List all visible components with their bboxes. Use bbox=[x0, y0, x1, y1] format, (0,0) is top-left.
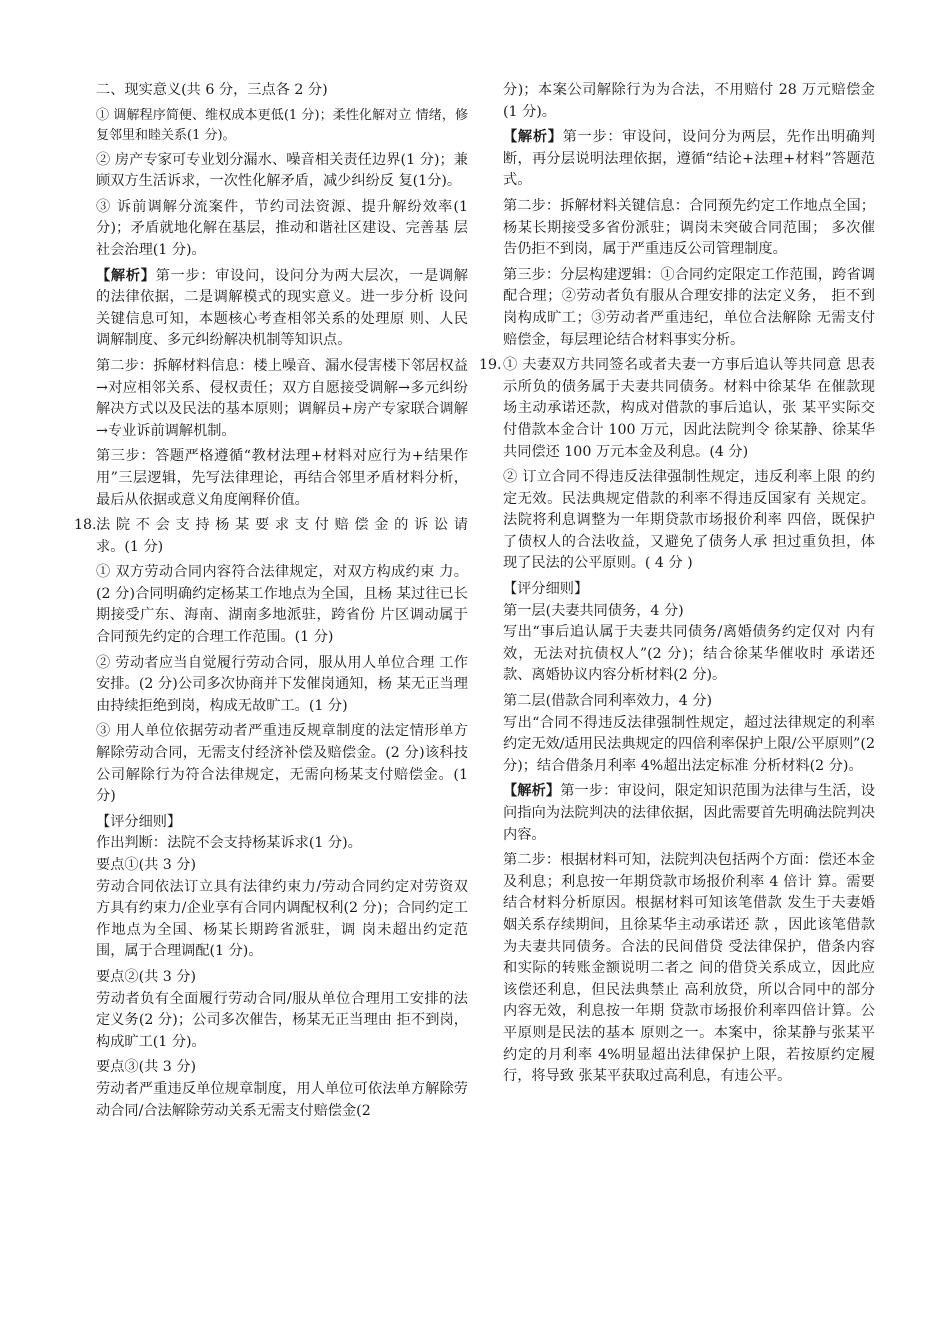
analysis-step-2: 第二步：拆解材料信息：楼上噪音、漏水侵害楼下邻居权益→对应相邻关系、侵权责任；双方自愿接受调解→多元纠纷解决方式以及民法的基本原则；调解员+房产专家联合调解→专业诉前调解机制。 bbox=[96, 357, 468, 439]
q19-analysis-step-1-text: 第一步：审设问，限定知识范围为法律与生活，设问指向为法院判决的法律依据，因此需要首先明确法院判决内容。 bbox=[503, 783, 875, 843]
q18-analysis-step-1-text: 第一步：审设问，设问分为两层，先作出明确判断，再分层说明法理依据，遵循“结论+法理+材料”答题范式。 bbox=[503, 129, 875, 189]
q18-analysis-step-2: 第二步：拆解材料关键信息：合同预先约定工作地点全国；杨某长期接受多省份派驻；调岗未突破合同范围； 多次催告仍拒不到岗，属于严重违反公司管理制度。 bbox=[503, 197, 875, 258]
question-number: 19. bbox=[479, 357, 502, 374]
q19-point-1: ① 夫妻双方共同签名或者夫妻一方事后追认等共同意 思表示所负的债务属于夫妻共同债务。材料中徐某华 在催款现场主动承诺还款，构成对借款的事后追认，张 某平实际交付借款本金合计 100 万元，因此法院判令 徐某静、徐某华共同偿还 100 万元本金及利息。(4 分) bbox=[503, 357, 875, 460]
analysis-step-1-text: 第一步：审设问，设问分为两大层次，一是调解 的法律依据，二是调解模式的现实意义。进一步分析 设问关键信息可知，本题核心考查相邻关系的处理原 则、人民调解制度、多元纠纷解决机制等知识点。 bbox=[96, 267, 468, 349]
q18-analysis-step-3: 第三步：分层构建逻辑：①合同约定限定工作范围，跨省调配合理；②劳动者负有服从合理安排的法定义务， 拒不到岗构成旷工；③劳动者严重违纪，单位合法解除 无需支付赔偿金，每层理论结合材料事实分析。 bbox=[503, 266, 875, 348]
rubric-judgement: 作出判断：法院不会支持杨某诉求(1 分)。 bbox=[96, 835, 362, 852]
question-18 bbox=[74, 515, 468, 558]
q18-analysis-step-1 bbox=[503, 127, 875, 192]
continued-text: 分)；本案公司解除行为为合法，不用赔付 28 万元赔偿金 (1 分)。 bbox=[503, 82, 875, 120]
rubric-point-2-title: 要点②(共 3 分) bbox=[96, 968, 197, 985]
q18-point-3: ③ 用人单位依据劳动者严重违反规章制度的法定情形单方解除劳动合同，无需支付经济补偿及赔偿金。(2 分)该科技公司解除行为符合法律规定，无需向杨某支付赔偿金。(1 分) bbox=[96, 723, 468, 805]
question-19 bbox=[479, 355, 875, 463]
right-column bbox=[479, 80, 875, 1092]
left-column bbox=[74, 80, 468, 1126]
rubric-title: 【评分细则】 bbox=[503, 581, 589, 598]
rubric-layer-2-text: 写出“合同不得违反法律强制性规定，超过法律规定的利率约定无效/适用民法典规定的四倍利率保护上限/公平原则”(2 分)；结合借条月利率 4%超出法定标准 分析材料(2 分)。 bbox=[503, 714, 875, 774]
rubric-point-3-text: 劳动者严重违反单位规章制度，用人单位可依法单方解除劳动合同/合法解除劳动关系无需支付赔偿金(2 bbox=[96, 1080, 468, 1119]
rubric-layer-2-title: 第二层(借款合同利率效力，4 分) bbox=[503, 693, 713, 710]
rubric-layer-1-text: 写出“事后追认属于夫妻共同债务/离婚债务约定仅对 内有效，无法对抗债权人”(2 分)；结合徐某华催收时 承诺还款、离婚协议内容分析材料(2 分)。 bbox=[503, 624, 875, 684]
rubric-point-2-text: 劳动者负有全面履行劳动合同/服从单位合理用工安排的法定义务(2 分)；公司多次催告，杨某无正当理由 拒不到岗，构成旷工(1 分)。 bbox=[96, 990, 468, 1050]
q19-analysis-step-1 bbox=[503, 781, 875, 846]
rubric-point-3-title: 要点③(共 3 分) bbox=[96, 1059, 197, 1076]
rubric-title: 【评分细则】 bbox=[96, 813, 182, 830]
significance-point-2: ② 房产专家可专业划分漏水、噪音相关责任边界(1 分)；兼顾双方生活诉求，一次性化解矛盾，减少纠纷反 复(1分)。 bbox=[96, 151, 468, 190]
rubric-point-1-text: 劳动合同依法订立具有法律约束力/劳动合同约定对劳资双方具有约束力/企业享有合同内调配权利(2 分)；合同约定工作地点为全国、杨某长期跨省派驻，调 岗未超出约定范围，属于合理调配(1 分)。 bbox=[96, 878, 468, 960]
q19-analysis-step-2: 第二步：根据材料可知，法院判决包括两个方面：偿还本金及利息；利息按一年期贷款市场报价利率 4 倍计 算。需要结合材料分析原因。根据材料可知该笔借款 发生于夫妻婚姻关系存续期间，且徐某华主动承诺还 款 ，因此该笔借款为夫妻共同债务。合法的民间借贷 受法律保护，借条内容和实际的转账金额说明二者之 间的借贷关系成立，因此应该偿还利息，但民法典禁止 高利放贷，所以合同中的部分内容无效，利息按一年期 贷款市场报价利率四倍计算。公平原则是民法的基本 原则之一。本案中，徐某静与张某平约定的月利率 4%明显超出法律保护上限，若按原约定履行，将导致 张某平获取过高利息，有违公平。 bbox=[503, 852, 875, 1085]
significance-point-3: ③ 诉前调解分流案件，节约司法资源、提升解纷效率(1 分)；矛盾就地化解在基层，推动和谐社区建设、完善基 层社会治理(1 分)。 bbox=[96, 198, 468, 258]
analysis-step-1 bbox=[96, 266, 468, 352]
significance-point-1: ① 调解程序简便、维权成本更低(1 分)；柔性化解对立 情绪，修复邻里和睦关系(1 分)。 bbox=[96, 107, 468, 143]
analysis-tag: 【解析】 bbox=[503, 783, 561, 800]
analysis-step-3: 第三步：答题严格遵循“教材法理+材料对应行为+结果作用”三层逻辑，先写法律理论，再结合邻里矛盾材料分析，最后从依据或意义角度阐释价值。 bbox=[96, 448, 468, 508]
q19-point-2: ② 订立合同不得违反法律强制性规定，违反利率上限 的约定无效。民法典规定借款的利率不得违反国家有 关规定。法院将利息调整为一年期贷款市场报价利率 四倍，既保护了债权人的合法收益，又避免了债务人承 担过重负担，体现了民法的公平原则。( 4 分 ) bbox=[503, 469, 875, 572]
rubric-point-1-title: 要点①(共 3 分) bbox=[96, 857, 197, 873]
q18-point-2: ② 劳动者应当自觉履行劳动合同，服从用人单位合理 工作安排。(2 分)公司多次协商并下发催岗通知，杨 某无正当理由持续拒绝到岗，构成无故旷工。(1 分) bbox=[96, 654, 468, 714]
q18-point-1: ① 双方劳动合同内容符合法律规定，对双方构成约束 力。(2 分)合同明确约定杨某工作地点为全国，且杨 某过往已长期接受广东、海南、湖南多地派驻，跨省份 片区调动属于合同预先约定的合理工作范围。(1 分) bbox=[96, 564, 468, 646]
rubric-layer-1-title: 第一层(夫妻共同债务，4 分) bbox=[503, 602, 684, 619]
q18-answer: 法 院 不 会 支 持 杨 某 要 求 支 付 赔 偿 金 的 诉 讼 请 求。(1 分) bbox=[96, 517, 468, 555]
analysis-tag: 【解析】 bbox=[503, 129, 563, 146]
question-number: 18. bbox=[74, 517, 97, 534]
section-heading: 二、现实意义(共 6 分，三点各 2 分) bbox=[96, 82, 328, 98]
analysis-tag: 【解析】 bbox=[96, 267, 156, 284]
